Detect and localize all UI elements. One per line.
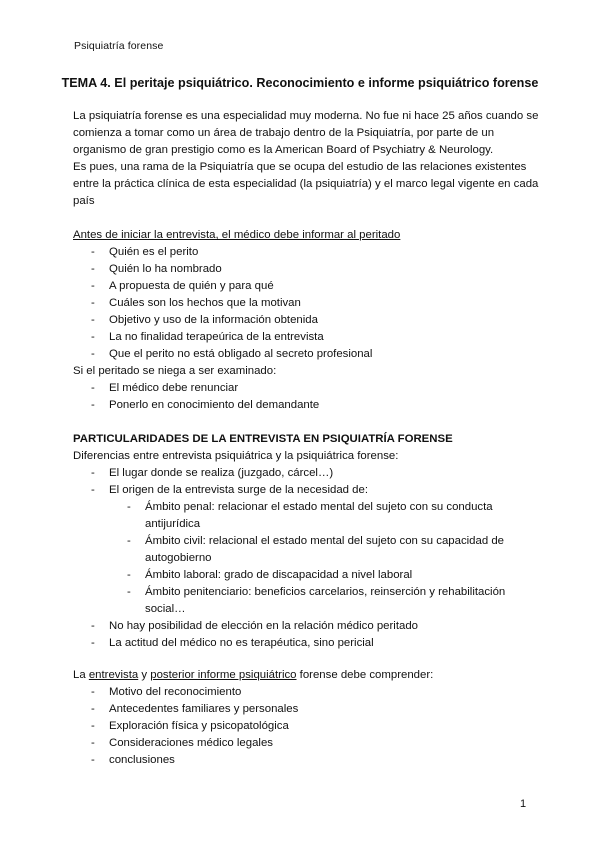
document-title: TEMA 4. El peritaje psiquiátrico. Reconocimiento e informe psiquiátrico forense bbox=[61, 76, 539, 90]
intro-line: Es pues, una rama de la Psiquiatría que se ocupa del estudio de las relaciones existentes bbox=[73, 161, 527, 173]
list-item: - Motivo del reconocimiento bbox=[73, 684, 543, 701]
sub-item-line: - Ámbito penal: relacionar el estado mental del sujeto con su conducta bbox=[145, 501, 493, 513]
sub-item-line: - Ámbito civil: relacional el estado mental del sujeto con su capacidad de bbox=[145, 535, 505, 547]
intro-line: entre la práctica clínica de esta especialidad (la psiquiatría) y el marco legal vigente en cada bbox=[73, 178, 539, 190]
particularities-section bbox=[73, 431, 543, 652]
list-item: - Consideraciones médico legales bbox=[73, 735, 543, 752]
page-number: 1 bbox=[520, 798, 527, 810]
sub-item-line: - Ámbito laboral: grado de discapacidad a nivel laboral bbox=[145, 569, 413, 581]
intro-line: La psiquiatría forense es una especialidad muy moderna. No fue ni hace 25 años cuando se bbox=[73, 110, 539, 122]
sub-list-item bbox=[73, 567, 543, 584]
inform-list bbox=[73, 244, 543, 363]
list-item: - La actitud del médico no es terapéutica, sino pericial bbox=[73, 635, 543, 652]
sub-list-item bbox=[73, 533, 543, 567]
report-lead bbox=[73, 667, 543, 684]
particularities-list bbox=[73, 465, 543, 499]
report-lead-text: y bbox=[138, 669, 151, 681]
list-item: - Ponerlo en conocimiento del demandante bbox=[73, 397, 543, 414]
refusal-list bbox=[73, 380, 543, 414]
list-item: - Que el perito no está obligado al secreto profesional bbox=[73, 346, 543, 363]
list-item: - A propuesta de quién y para qué bbox=[73, 278, 543, 295]
inform-section bbox=[73, 227, 543, 414]
inform-heading: Antes de iniciar la entrevista, el médico debe informar al peritado bbox=[73, 229, 401, 241]
list-item: - El lugar donde se realiza (juzgado, cárcel…) bbox=[73, 465, 543, 482]
report-lead-text: La bbox=[73, 669, 89, 681]
sub-item-line: - Ámbito penitenciario: beneficios carcelarios, reinserción y rehabilitación bbox=[145, 586, 506, 598]
list-item: - conclusiones bbox=[73, 752, 543, 769]
sub-list-item bbox=[73, 499, 543, 533]
report-lead-underlined: posterior informe psiquiátrico bbox=[150, 669, 297, 681]
list-item: - Objetivo y uso de la información obtenida bbox=[73, 312, 543, 329]
report-lead-underlined: entrevista bbox=[88, 669, 139, 681]
list-item: - Exploración física y psicopatológica bbox=[73, 718, 543, 735]
list-item: - No hay posibilidad de elección en la relación médico peritado bbox=[73, 618, 543, 635]
sub-item-line: antijurídica bbox=[145, 518, 201, 530]
scope-list bbox=[73, 499, 543, 618]
particularities-intro: Diferencias entre entrevista psiquiátrica y la psiquiátrica forense: bbox=[73, 450, 399, 462]
refusal-label: Si el peritado se niega a ser examinado: bbox=[73, 365, 277, 377]
particularities-list-end bbox=[73, 618, 543, 652]
report-section bbox=[73, 667, 543, 769]
intro-paragraph bbox=[73, 108, 543, 210]
list-item: - El médico debe renunciar bbox=[73, 380, 543, 397]
list-item: - Quién es el perito bbox=[73, 244, 543, 261]
report-lead-text: forense debe comprender: bbox=[296, 669, 434, 681]
sub-list-item bbox=[73, 584, 543, 618]
list-item: - Cuáles son los hechos que la motivan bbox=[73, 295, 543, 312]
particularities-heading: PARTICULARIDADES DE LA ENTREVISTA EN PSIQUIATRÍA FORENSE bbox=[73, 433, 453, 445]
report-list bbox=[73, 684, 543, 769]
list-item: - La no finalidad terapeúrica de la entrevista bbox=[73, 329, 543, 346]
running-header: Psiquiatría forense bbox=[74, 40, 164, 52]
sub-item-line: autogobierno bbox=[145, 552, 212, 564]
intro-line: país bbox=[73, 195, 95, 207]
intro-line: organismo de gran prestigio como es la American Board of Psychiatry & Neurology. bbox=[73, 144, 494, 156]
sub-item-line: social… bbox=[145, 603, 186, 615]
list-item: - Antecedentes familiares y personales bbox=[73, 701, 543, 718]
intro-line: comienza a tomar como un área de trabajo dentro de la Psiquiatría, por parte de un bbox=[73, 127, 495, 139]
list-item: - El origen de la entrevista surge de la necesidad de: bbox=[73, 482, 543, 499]
list-item: - Quién lo ha nombrado bbox=[73, 261, 543, 278]
